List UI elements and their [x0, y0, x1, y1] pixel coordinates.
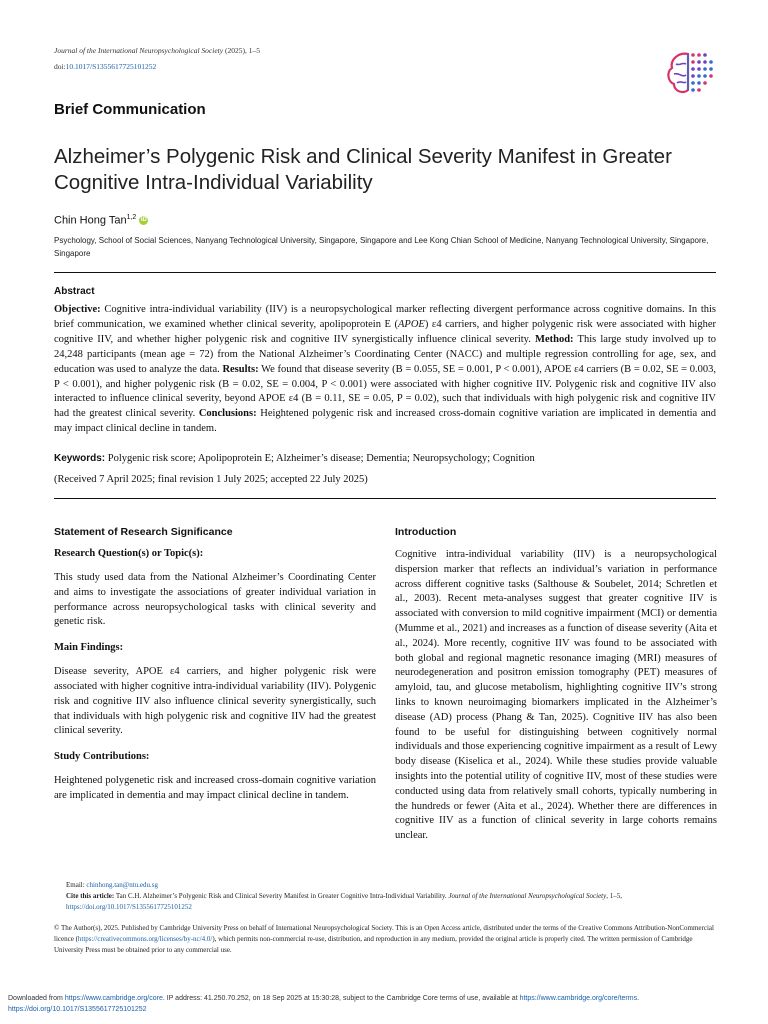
download-notice: Downloaded from https://www.cambridge.org/core. IP address: 41.250.70.252, on 18 Sep 2025 at 15:30:28, subject to the Cambridge Core terms of use, available at https://www.cambridge.org/core/terms. https://doi.org/10.1017/S1355617725101252	[8, 995, 640, 1013]
research-question-text: This study used data from the National Alzheimer’s Coordinating Center and aims to investigate the associations of greater individual variation in performance across neuropsychological tasks with clinical severity and genetic risk.	[54, 572, 376, 628]
orcid-icon[interactable]: iD	[140, 217, 147, 224]
brain-logo-icon	[662, 44, 718, 100]
author	[54, 214, 148, 227]
divider-top	[54, 272, 716, 273]
license-text: © The Author(s), 2025. Published by Cambridge University Press on behalf of International Neuropsychological Society. This is an Open Access article, distributed under the terms of the Creative Commons Attribution-NonCommercial licence (https://creativecommons.org/licenses/by-nc/4.0/), which permits non-commercial re-use, distribution, and reproduction in any medium, provided the original article is properly cited. The written permission of Cambridge University Press must be obtained prior to any commercial use.	[54, 924, 714, 954]
email-line: Email: chinhong.tan@ntu.edu.sg	[66, 881, 158, 889]
study-contributions-text: Heightened polygenetic risk and increased cross-domain cognitive variation are implicated in dementia and may impact clinical decline in tandem.	[54, 775, 376, 801]
introduction-heading: Introduction	[395, 526, 457, 538]
research-question-heading: Research Question(s) or Topic(s):	[54, 548, 204, 559]
article-title: Alzheimer’s Polygenic Risk and Clinical Severity Manifest in Greater Cognitive Intra-Individual Variability	[54, 145, 672, 194]
abstract-heading: Abstract	[54, 286, 95, 297]
citation-doi-link[interactable]: https://doi.org/10.1017/S1355617725101252	[66, 903, 192, 911]
journal-name: Journal of the International Neuropsychological Society (2025), 1–5	[54, 46, 260, 55]
received-dates: (Received 7 April 2025; final revision 1 July 2025; accepted 22 July 2025)	[54, 474, 368, 485]
main-findings-heading: Main Findings:	[54, 642, 124, 654]
download-doi-link[interactable]: https://doi.org/10.1017/S1355617725101252	[8, 1006, 147, 1013]
significance-column	[54, 526, 376, 816]
license-link[interactable]: https://creativecommons.org/licenses/by-nc/4.0/	[77, 935, 213, 943]
author-affil-marks: 1,2	[126, 214, 137, 221]
keywords: Keywords: Polygenic risk score; Apolipoprotein E; Alzheimer’s disease; Dementia; Neuropsychology; Cognition	[54, 453, 535, 464]
journal-meta: (2025), 1–5	[223, 46, 260, 55]
doi-link[interactable]: 10.1017/S1355617725101252	[65, 62, 157, 71]
citation-line: Cite this article: Tan C.H. Alzheimer’s Polygenic Risk and Clinical Severity Manifest in Greater Cognitive Intra-Individual Variability. Journal of the International Neuropsychological Society, 1–5, https://doi.org/10.1017/S1355617725101252	[66, 892, 622, 911]
main-findings-text: Disease severity, APOE ε4 carriers, and higher polygenic risk were associated with higher cognitive intra-individual variability (IIV). Polygenic risk and cognitive IIV also influence clinical severity synergistically, such that individuals with high polygenic risk and cognitive IIV had the greatest clinical severity.	[54, 666, 376, 737]
author-name: Chin Hong Tan	[54, 214, 127, 227]
footer-notes	[54, 880, 716, 956]
cambridge-core-link[interactable]: https://www.cambridge.org/core	[64, 995, 163, 1002]
introduction-text: Cognitive intra-individual variability (IIV) is a neuropsychological dispersion marker that reflects an individual’s variation in performance across different cognitive tasks (Salthouse & Soubelet, 2014; Schretlen et al., 2003). Recent meta-analyses suggest that greater cognitive IIV is associated with conversion to mild cognitive impairment (MCI) or dementia (Mumme et al., 2021) and increases as a function of disease severity (Aita et al., 2024). More recently, cognitive IIV was found to be associated with both global and regional magnetic resonance imaging (MRI) measures of neurodegeneration and positron emission tomography (PET) measures of amyloid, tau, and glucose metabolism, highlighting cognitive IIV’s strong links to known neuroimaging biomarkers implicated in the Alzheimer’s disease (AD) process (Phang & Tan, 2025). Cognitive IIV has also been found to be useful for distinguishing between cognitively normal individuals and those experiencing cognitive impairment as a result of Lewy body disease (Kiselica et al., 2024). While these studies provide valuable insights into the potential utility of cognitive IIV, most of these studies were conducted using data from relatively small cohorts, typically numbering in the hundreds or fewer (Aita et al., 2024). Whether there are differences in cognitive IIV as a function of clinical severity in large cohorts remains unclear.	[395, 549, 717, 842]
doi-line: doi:10.1017/S1355617725101252	[54, 62, 157, 71]
email-link[interactable]: chinhong.tan@ntu.edu.sg	[86, 881, 158, 889]
introduction-column	[395, 526, 717, 856]
terms-link[interactable]: https://www.cambridge.org/core/terms	[519, 995, 638, 1002]
significance-heading: Statement of Research Significance	[54, 526, 233, 538]
study-contributions-heading: Study Contributions:	[54, 751, 150, 763]
abstract-text: Objective: Cognitive intra-individual variability (IIV) is a neuropsychological marker reflecting divergent performance across cognitive domains. In this brief communication, we examined whether clinical severity, apolipoprotein E (APOE) ε4 carriers, and higher polygenic risk were associated with higher cognitive IIV, and whether higher polygenic risk and cognitive IIV synergistically influence clinical severity. Method: This large study involved up to 24,248 participants (mean age = 72) from the National Alzheimer’s Coordinating Center (NACC) and multiple regression controlling for age, sex, and education was used to analyze the data. Results: We found that disease severity (B = 0.055, SE = 0.001, P < 0.001), APOE ε4 carriers (B = 0.02, SE = 0.003, P < 0.001), and higher polygenic risk (B = 0.02, SE = 0.004, P < 0.001) were associated with higher cognitive IIV. Polygenic risk and cognitive IIV also interacted to influence clinical severity, beyond APOE ε4 (B = 0.11, SE = 0.05, P = 0.02), such that individuals with high polygenic risk and cognitive IIV had the greatest clinical severity. Conclusions: Heightened polygenic risk and increased cross-domain cognitive variation are implicated in dementia and may impact clinical decline in tandem.	[54, 304, 716, 435]
article-type: Brief Communication	[54, 101, 206, 118]
affiliation: Psychology, School of Social Sciences, Nanyang Technological University, Singapore, Singapore and Lee Kong Chian School of Medicine, Nanyang Technological University, Singapore, Singapore	[54, 236, 709, 258]
divider-bottom	[54, 498, 716, 499]
